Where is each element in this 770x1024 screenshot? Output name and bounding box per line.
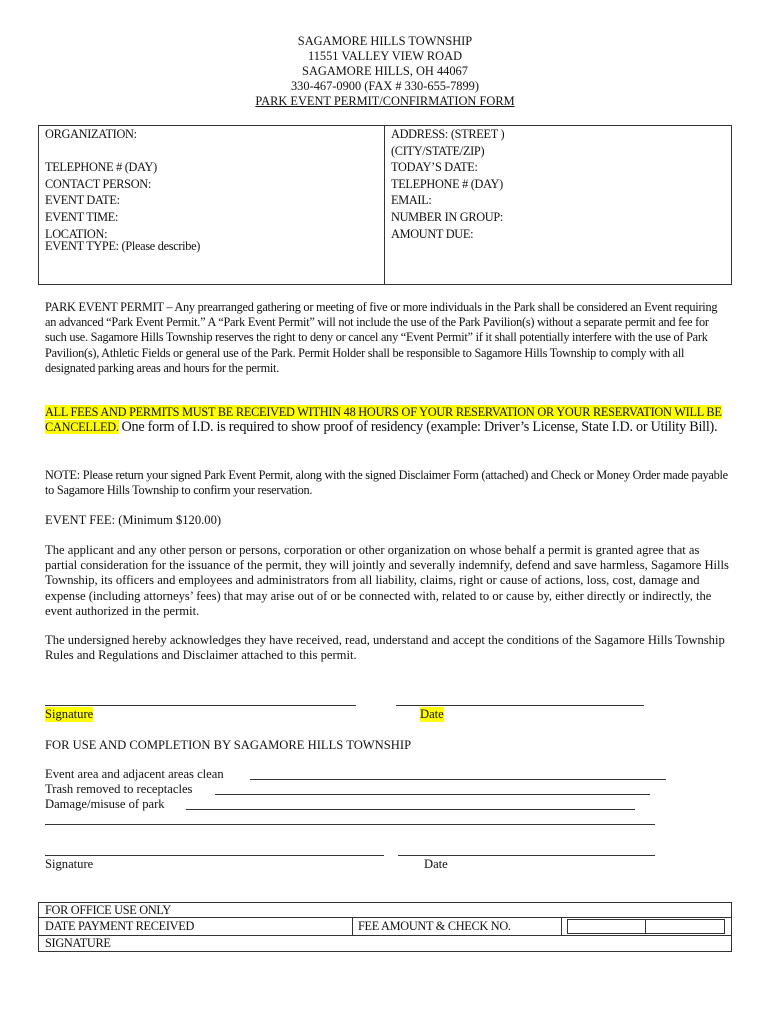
applicant-date-line[interactable] (396, 705, 644, 706)
office-signature-label: SIGNATURE (45, 936, 111, 950)
fee-amount-box[interactable] (567, 919, 725, 934)
number-in-group-label[interactable]: NUMBER IN GROUP: (391, 210, 504, 224)
fee-amount-check-label: FEE AMOUNT & CHECK NO. (358, 919, 511, 933)
township-name: SAGAMORE HILLS TOWNSHIP (297, 34, 473, 48)
info-form-box (38, 125, 732, 285)
township-date-label: Date (424, 857, 448, 871)
location-label[interactable]: LOCATION: (45, 226, 108, 241)
signature-label: Signature (45, 707, 94, 721)
date-label: Date (420, 707, 444, 721)
phone-fax: 330-467-0900 (FAX # 330-655-7899) (290, 79, 480, 93)
applicant-signature-line[interactable] (45, 705, 356, 706)
amount-due-label[interactable]: AMOUNT DUE: (391, 226, 474, 241)
form-title: PARK EVENT PERMIT/CONFIRMATION FORM (255, 94, 515, 108)
address-street-label[interactable]: ADDRESS: (STREET ) (391, 127, 505, 141)
township-use-heading: FOR USE AND COMPLETION BY SAGAMORE HILLS TOWNSHIP (45, 738, 412, 752)
fee-amount-box-divider (645, 919, 646, 934)
area-clean-line[interactable] (250, 779, 666, 780)
damage-line[interactable] (186, 809, 635, 810)
todays-date-label[interactable]: TODAY’S DATE: (391, 160, 478, 175)
id-notice: One form of I.D. is required to show proof of residency (example: Driver’s License, State I.D. or Utility Bill). (121, 419, 718, 436)
checklist-trash: Trash removed to receptacles (45, 782, 193, 796)
acknowledgement-paragraph: The undersigned hereby acknowledges they have received, read, understand and accept the conditions of the Sagamore Hills Township Rules and Regulations and Disclaimer attached to this permit. (45, 633, 725, 663)
township-date-line[interactable] (398, 855, 655, 856)
return-note: NOTE: Please return your signed Park Event Permit, along with the signed Disclaimer Form (attached) and Check or Money Order made payable to Sagamore Hills Township to confirm your reservation. (45, 468, 728, 498)
date-payment-received-label: DATE PAYMENT RECEIVED (45, 919, 195, 933)
street-address: 11551 VALLEY VIEW ROAD (307, 49, 463, 63)
telephone-label[interactable]: TELEPHONE # (DAY) (45, 160, 157, 175)
event-date-label[interactable]: EVENT DATE: (45, 193, 120, 208)
fees-notice (45, 405, 730, 435)
office-use-title: FOR OFFICE USE ONLY (45, 903, 171, 917)
header (0, 34, 770, 109)
contact-person-label[interactable]: CONTACT PERSON: (45, 176, 152, 191)
checklist-damage: Damage/misuse of park (45, 797, 165, 811)
fees-warning: ALL FEES AND PERMITS MUST BE RECEIVED WITHIN 48 HOURS OF YOUR RESERVATION OR YOUR RESERVATION WILL BE CANCELLED. (45, 405, 722, 435)
office-col-divider-2 (561, 917, 562, 935)
township-signature-label: Signature (45, 857, 94, 871)
indemnity-paragraph: The applicant and any other person or persons, corporation or other organization on whose behalf a permit is granted agree that as partial consideration for the issuance of the permit, they will jointly and severally indemnify, defend and save harmless, Sagamore Hills Township, its officers and employees and administrators from all liability, claims, right or cause of actions, loss, cost, damage and expense (including attorneys’ fees) that may arise out of or be connected with, related to or cause by, either directly or indirectly, the event authorized in the permit. (45, 543, 729, 618)
township-signature-line[interactable] (45, 855, 384, 856)
event-fee: EVENT FEE: (Minimum $120.00) (45, 513, 222, 527)
organization-label[interactable]: ORGANIZATION: (45, 127, 137, 141)
event-time-label[interactable]: EVENT TIME: (45, 210, 119, 224)
event-type-label[interactable]: EVENT TYPE: (Please describe) (45, 239, 201, 254)
office-col-divider-1 (352, 917, 353, 935)
checklist-area-clean: Event area and adjacent areas clean (45, 767, 224, 781)
office-row-divider-2 (38, 935, 732, 936)
email-label[interactable]: EMAIL: (391, 193, 432, 208)
address-city-label[interactable]: (CITY/STATE/ZIP) (391, 143, 485, 158)
telephone-right-label[interactable]: TELEPHONE # (DAY) (391, 176, 503, 191)
city-state-zip: SAGAMORE HILLS, OH 44067 (302, 64, 468, 78)
notes-line[interactable] (45, 824, 655, 825)
permit-paragraph: PARK EVENT PERMIT – Any prearranged gathering or meeting of five or more individuals in the Park shall be considered an Event requiring an advanced “Park Event Permit.” A “Park Event Permit” will not include the use of the Park Pavilion(s) without a separate permit and fee for such use. Sagamore Hills Township reserves the right to deny or cancel any “Event Permit” if it shall potentially interfere with the use of Park Pavilion(s), Athletic Fields or general use of the Park. Permit Holder shall be responsible to Sagamore Hills Township to comply with all designated parking areas and hours for the permit. (45, 300, 718, 375)
trash-line[interactable] (215, 794, 650, 795)
info-form-divider (384, 125, 385, 285)
